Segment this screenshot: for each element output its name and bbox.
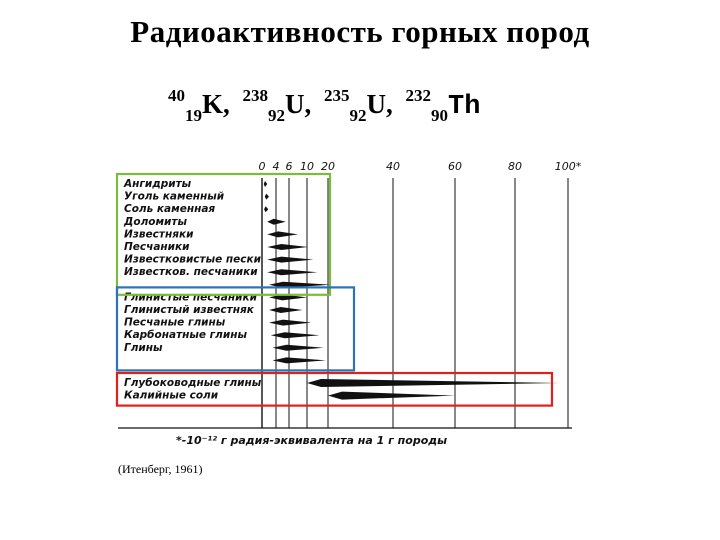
isotope-z: 19 [185, 106, 202, 125]
isotope-symbol: U [366, 89, 387, 119]
isotope-separator: , [386, 89, 393, 119]
x-tick-label: 0 [258, 160, 266, 173]
bar-range [267, 219, 286, 225]
x-tick-label: 4 [272, 160, 280, 173]
rock-label: Уголь каменный [124, 190, 225, 203]
isotope-separator: , [304, 89, 312, 119]
bar-range [269, 320, 311, 326]
bar-range [273, 345, 324, 351]
rock-label: Доломиты [124, 215, 187, 228]
source-citation: (Итенберг, 1961) [118, 462, 203, 476]
rock-label: Глинистый известняк [124, 304, 254, 316]
isotope-symbol: K [202, 89, 224, 119]
rock-label: Известняки [124, 228, 194, 241]
bar-range [265, 194, 269, 200]
bar-range [267, 269, 317, 275]
x-axis-label: *-10⁻¹² г радия-эквивалента на 1 г породы [176, 434, 448, 447]
isotope-z: 92 [268, 106, 286, 125]
bar-range [269, 307, 303, 313]
rock-label: Калийные соли [124, 389, 219, 402]
x-tick-label: 60 [448, 160, 462, 173]
bar-range [267, 231, 298, 237]
rock-label: Песчаники [124, 241, 190, 253]
isotope-symbol: Th [448, 92, 481, 122]
rock-label: Соль каменная [124, 203, 216, 216]
rock-label: Карбонатные глины [124, 329, 247, 342]
isotope-mass: 238 [242, 86, 269, 105]
rock-label: Известков. песчаники [124, 266, 258, 279]
x-tick-label: 40 [386, 160, 400, 173]
isotope-mass: 40 [168, 86, 185, 105]
isotope-symbol: U [285, 89, 305, 119]
bar-range [273, 357, 326, 363]
rock-label: Известковистые пески [124, 253, 261, 266]
isotope-mass: 235 [324, 86, 350, 105]
bar-range [267, 244, 308, 250]
x-tick-label: 6 [285, 160, 293, 173]
x-tick-label: 10 [300, 160, 314, 173]
x-tick-label: 20 [321, 160, 335, 173]
rock-label: Глины [124, 341, 163, 354]
rock-label: Глинистые песчаники [124, 291, 257, 304]
bar-range [267, 257, 313, 263]
isotope-z: 92 [349, 106, 367, 125]
isotope-mass: 232 [405, 86, 432, 105]
rock-label: Песчаные глины [124, 316, 226, 329]
isotope-z: 90 [431, 106, 449, 125]
slide-title: Радиоактивность горных пород [130, 14, 590, 49]
bar-range [264, 181, 268, 187]
bar-range [328, 392, 455, 400]
isotope-separator: , [223, 89, 230, 119]
x-tick-label: 100* [554, 160, 582, 173]
rock-label: Глубоководные глины [124, 377, 262, 389]
bar-range [307, 379, 560, 387]
rock-label: Ангидриты [124, 178, 192, 190]
bar-range [271, 332, 320, 338]
bar-range [264, 206, 268, 212]
x-tick-label: 80 [508, 160, 522, 173]
